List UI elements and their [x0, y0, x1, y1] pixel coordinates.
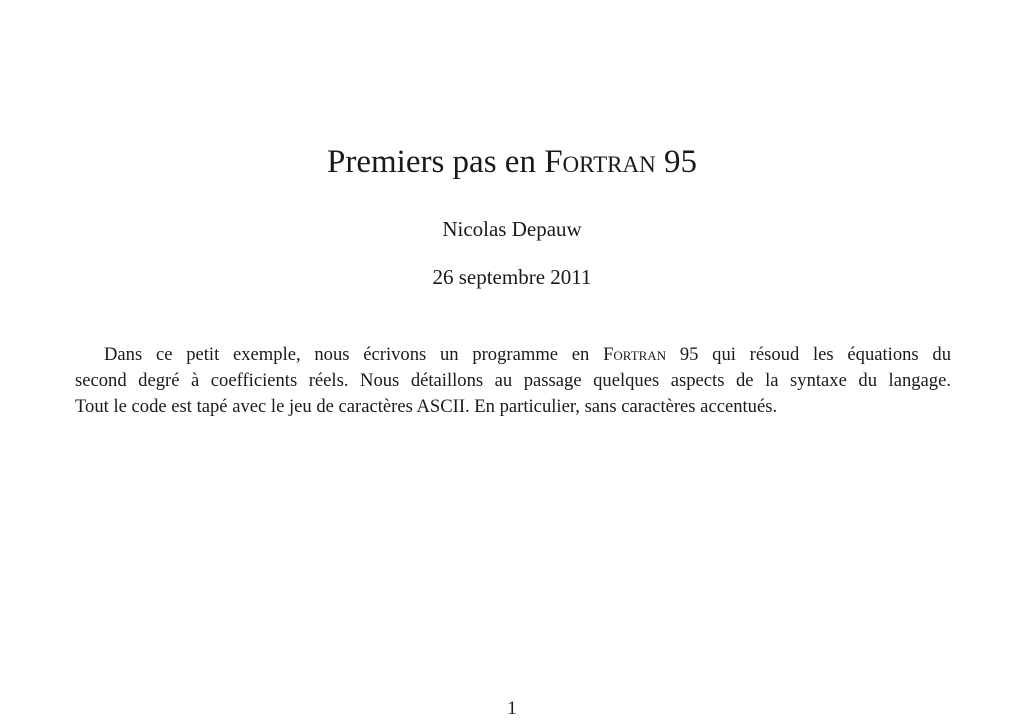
document-title	[0, 140, 1024, 184]
page-number: 1	[507, 698, 517, 719]
abstract-line-1	[75, 342, 951, 368]
document-date: 26 septembre 2011	[432, 265, 592, 289]
title-prefix: Premiers pas en	[327, 144, 545, 180]
abstract-line-2: second degré à coefficients réels. Nous détaillons au passage quelques aspects de la syntaxe du langage.	[75, 370, 951, 391]
document-author: Nicolas Depauw	[442, 217, 582, 241]
abstract-language-name: Fortran	[603, 344, 667, 365]
title-suffix: 95	[655, 144, 697, 180]
abstract-line-3: Tout le code est tapé avec le jeu de caractères ASCII. En particulier, sans caractères accentués.	[75, 396, 778, 417]
abstract-line-1-suffix: 95 qui résoud les équations du	[666, 344, 951, 365]
abstract-paragraph	[75, 342, 951, 420]
abstract-line-1-prefix: Dans ce petit exemple, nous écrivons un programme en	[104, 344, 604, 365]
title-language-name: Fortran	[544, 144, 656, 180]
